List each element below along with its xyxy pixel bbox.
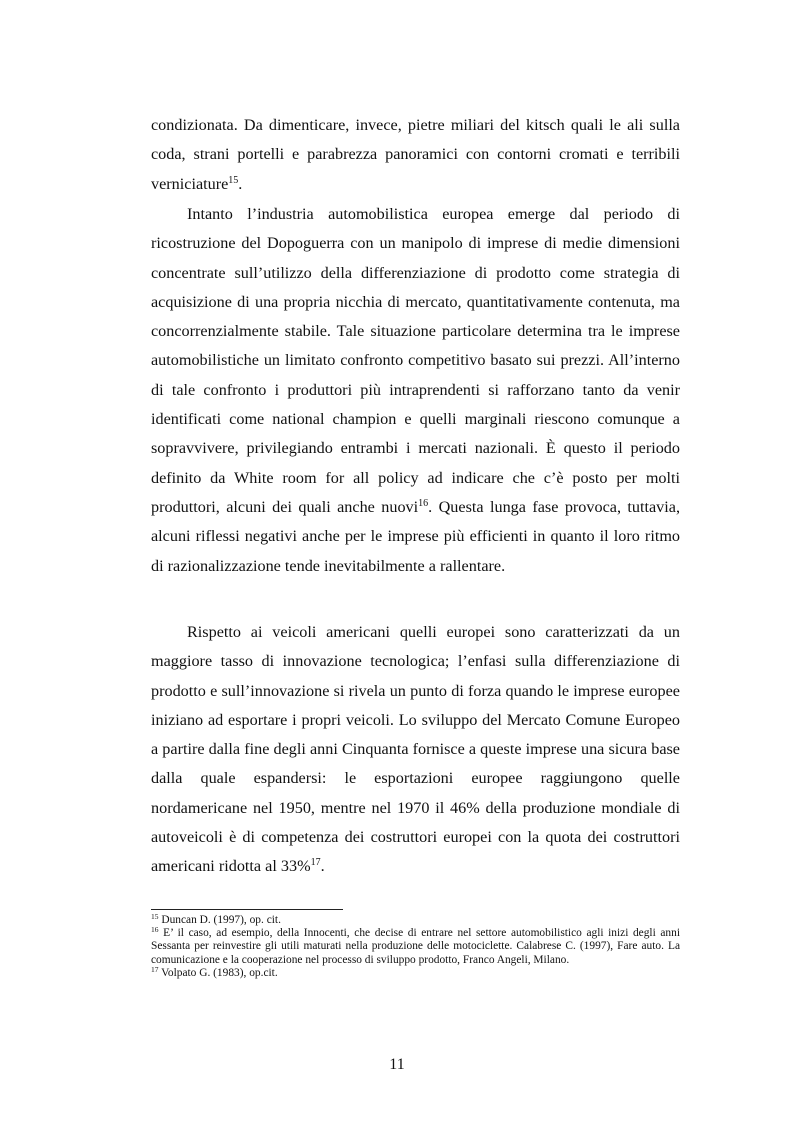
body-paragraph-3 bbox=[151, 618, 680, 882]
footnote-number: 15 bbox=[151, 912, 159, 921]
page-number: 11 bbox=[389, 1056, 405, 1073]
paragraph-text: Rispetto ai veicoli americani quelli europei sono caratterizzati da un maggiore tasso di innovazione tecnologica; l’enfasi sulla differenziazione di prodotto e sull’innovazione si rivela un punto di forza quando le imprese europee iniziano ad esportare i propri veicoli. Lo sviluppo del Mercato Comune Europeo a partire dalla fine degli anni Cinquanta fornisce a queste imprese una sicura base dalla quale espandersi: le esportazioni europee raggiungono quelle nordamericane nel 1950, mentre nel 1970 il 46% della produzione mondiale di autoveicoli è di competenza dei costruttori europei con la quota dei costruttori americani ridotta al 33% bbox=[151, 623, 680, 876]
footnote-number: 17 bbox=[151, 964, 159, 974]
body-paragraph-2 bbox=[151, 200, 680, 581]
footnote-number: 16 bbox=[151, 925, 159, 935]
footnotes-section bbox=[151, 914, 680, 980]
footnote-text: E’ il caso, ad esempio, della Innocenti, che decise di entrare nel settore automobilistico agli inizi degli anni Sessanta per reinvestire gli utili maturati nella produzione delle motociclette. Calabrese C. (1997), Fare auto. La comunicazione e la cooperazione nel processo di sviluppo prodotto, Franco Angeli, Milano. bbox=[151, 927, 680, 966]
paragraph-tail: . Questa lunga fase provoca, tuttavia, alcuni riflessi negativi anche per le imprese più efficienti in quanto il loro ritmo di razionalizzazione tende inevitabilmente a rallentare. bbox=[151, 497, 680, 575]
footnote-text: Duncan D. (1997), op. cit. bbox=[158, 914, 281, 926]
body-paragraph-1 bbox=[151, 111, 680, 199]
footnote-ref-16[interactable]: 16 bbox=[418, 497, 429, 509]
footnote-text: Volpato G. (1983), op.cit. bbox=[158, 966, 278, 979]
paragraph-tail: . bbox=[320, 857, 325, 876]
paragraph-tail: . bbox=[238, 174, 243, 193]
footnote-16 bbox=[151, 927, 680, 967]
paragraph-text: condizionata. Da dimenticare, invece, pietre miliari del kitsch quali le ali sulla coda, strani portelli e parabrezza panoramici con contorni cromati e terribili verniciature bbox=[151, 116, 680, 193]
footnote-15 bbox=[151, 914, 680, 927]
footnote-17 bbox=[151, 964, 680, 980]
footnote-ref-15[interactable]: 15 bbox=[228, 174, 239, 186]
footnote-separator bbox=[151, 909, 343, 910]
footnote-ref-17[interactable]: 17 bbox=[310, 857, 321, 869]
paragraph-text: Intanto l’industria automobilistica europea emerge dal periodo di ricostruzione del Dopoguerra con un manipolo di imprese di medie dimensioni concentrate sull’utilizzo della differenziazione di prodotto come strategia di acquisizione di una propria nicchia di mercato, quantitativamente contenuta, ma concorrenzialmente stabile. Tale situazione particolare determina tra le imprese automobilistiche un limitato confronto competitivo basato sui prezzi. All’interno di tale confronto i produttori più intraprendenti si rafforzano tanto da venir identificati come national champion e quelli marginali riescono comunque a sopravvivere, privilegiando entrambi i mercati nazionali. È questo il periodo definito da White room for all policy ad indicare che c’è posto per molti produttori, alcuni dei quali anche nuovi bbox=[151, 205, 680, 516]
